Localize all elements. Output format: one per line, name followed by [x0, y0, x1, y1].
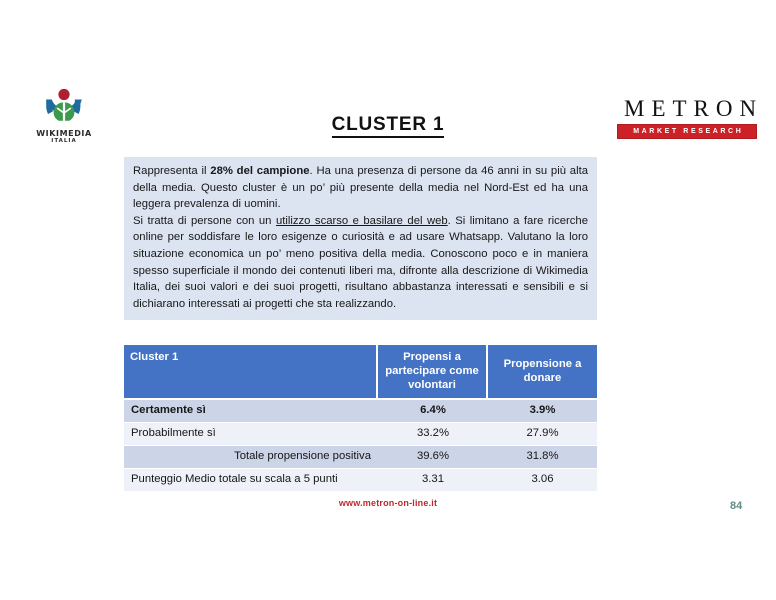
para2-lead: Si tratta di persone con un — [133, 214, 276, 227]
metron-logo-bar — [617, 124, 757, 139]
table-cell-label: Probabilmente sì — [124, 423, 378, 446]
para1-highlight: 28% del campione — [210, 165, 310, 177]
table-cell-volunteer: 6.4% — [378, 400, 488, 423]
page-number: 84 — [730, 500, 743, 512]
metron-logo — [617, 96, 764, 139]
table-header-row — [124, 345, 597, 400]
table-row — [124, 423, 597, 446]
table-cell-donate: 3.9% — [488, 400, 597, 423]
table-cell-donate: 27.9% — [488, 423, 597, 446]
metron-logo-tagline: MARKET RESEARCH — [633, 128, 744, 135]
table-cell-donate: 31.8% — [488, 446, 597, 469]
page-title-text: CLUSTER 1 — [332, 114, 445, 138]
table-body — [124, 400, 597, 491]
metron-logo-word: METRON — [624, 96, 764, 121]
table-cell-label: Certamente sì — [124, 400, 378, 423]
para2-rest: . Si limitano a fare ricerche online per soddisfare le loro esigenze o curiosità e ad usare Whatsapp. Valutano la loro situazione economica un po’ meno positiva della media. Conoscono poco e in maniera spesso superficiale il mondo dei contenuti liberi ma, difronte alla descrizione di Wikimedia Italia, dei suoi valori e dei suoi progetti, risultano abbastanza interessati e sensibili e si dichiarano interessati ai progetti che sta realizzando. — [133, 214, 588, 310]
table-row — [124, 400, 597, 423]
para2-underlined: utilizzo scarso e basilare del web — [275, 214, 448, 227]
table-header-donate: Propensione a donare — [488, 345, 597, 400]
table-row — [124, 446, 597, 469]
table-cell-volunteer: 39.6% — [378, 446, 488, 469]
table-header-cluster: Cluster 1 — [124, 345, 378, 400]
para1-lead: Rappresenta il — [133, 165, 211, 177]
table-header-volunteer: Propensi a partecipare come volontari — [378, 345, 488, 400]
table-cell-label: Punteggio Medio totale su scala a 5 punti — [124, 469, 378, 491]
description-paragraph-2 — [133, 213, 588, 313]
description-paragraph-1 — [133, 163, 588, 213]
table-cell-volunteer: 3.31 — [378, 469, 488, 491]
table-cell-label: Totale propensione positiva — [124, 446, 378, 469]
wikimedia-logo-name: WIKIMEDIA — [36, 129, 92, 138]
footer-url[interactable]: www.metron-on-line.it — [338, 498, 438, 508]
table-cell-donate: 3.06 — [488, 469, 597, 491]
cluster-description-panel — [124, 157, 597, 320]
table-cell-volunteer: 33.2% — [378, 423, 488, 446]
para1-rest: . Ha una presenza di persone da 46 anni in su più alta della media. Questo cluster è un po’ più presente della media nel Nord-Est ed ha una leggera prevalenza di uomini. — [133, 165, 588, 211]
table-row — [124, 469, 597, 491]
table-header — [124, 345, 597, 400]
propensity-table — [124, 345, 597, 491]
wikimedia-logo-subtitle: ITALIA — [51, 138, 77, 144]
